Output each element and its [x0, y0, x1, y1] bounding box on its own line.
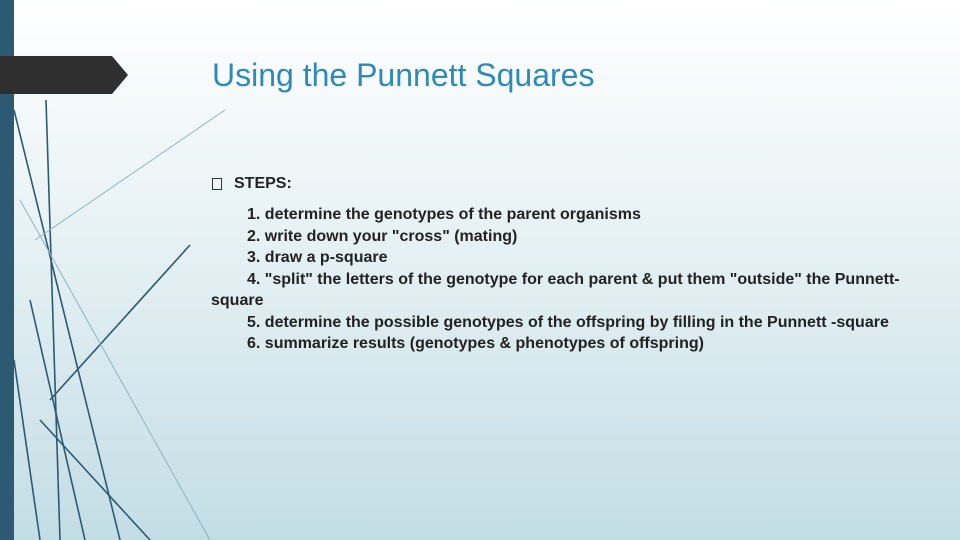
deco-line — [14, 360, 40, 540]
step-item: 4. "split" the letters of the genotype for each parent & put them "outside" the Punnett-square — [211, 270, 900, 309]
deco-line — [50, 245, 190, 400]
deco-line — [20, 200, 210, 540]
step-item: 1. determine the genotypes of the parent organisms — [247, 206, 641, 223]
deco-line — [46, 100, 60, 540]
steps-heading-text: STEPS: — [234, 175, 292, 192]
steps-heading — [212, 174, 292, 194]
steps-list — [211, 204, 911, 355]
slide-title: Using the Punnett Squares — [212, 57, 595, 93]
step-item: 2. write down your "cross" (mating) — [247, 227, 518, 245]
step-item: 3. draw a p-square — [247, 249, 388, 266]
deco-line — [30, 300, 85, 540]
step-item: 5. determine the possible genotypes of the offspring by filling in the Punnett -square — [247, 313, 889, 331]
deco-line — [35, 110, 225, 240]
square-bullet-icon — [212, 178, 222, 190]
step-item: 6. summarize results (genotypes & phenotypes of offspring) — [247, 335, 704, 352]
title-tab — [0, 56, 128, 94]
